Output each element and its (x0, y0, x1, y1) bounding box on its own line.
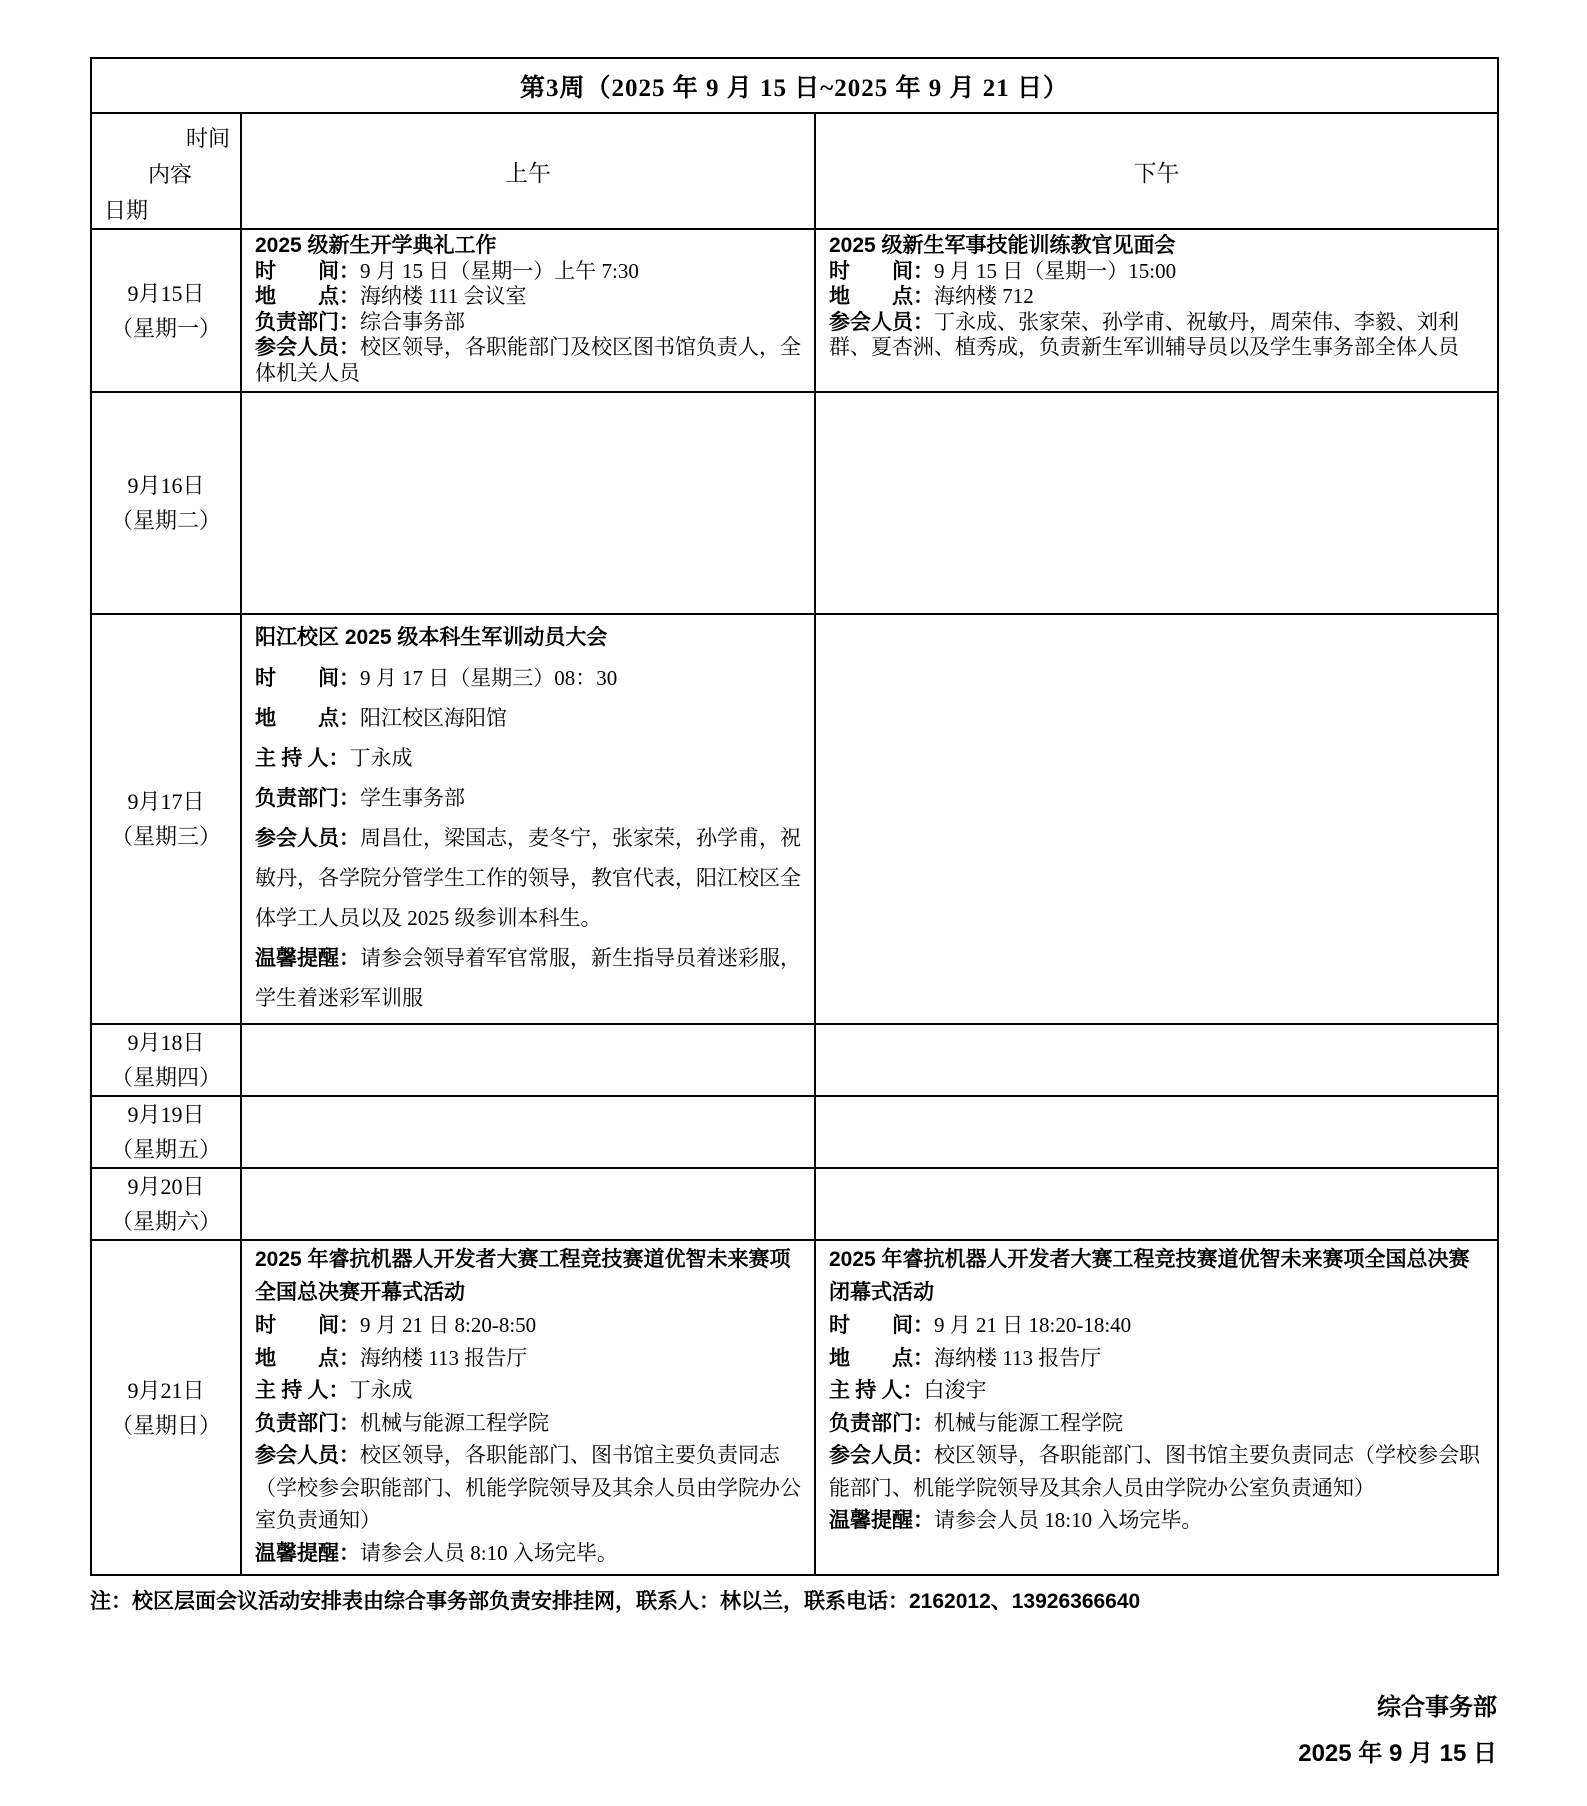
table-row-sep19 (91, 1096, 1498, 1168)
field-label: 参会人员： (255, 826, 360, 850)
weekday-label: （星期六） (110, 1209, 221, 1234)
field-value: 校区领导，各职能部门及校区图书馆负责人，全体机关人员 (255, 335, 801, 385)
field-value: 机械与能源工程学院 (934, 1410, 1123, 1435)
field-label: 地 点： (829, 284, 934, 308)
event-cell-afternoon (815, 1096, 1498, 1168)
field-value: 9 月 21 日 8:20-8:50 (360, 1313, 537, 1337)
date-cell (91, 1168, 241, 1240)
corner-label-time: 时间 (185, 126, 230, 151)
field-value: 丁永成 (349, 746, 413, 770)
header-row (91, 113, 1498, 229)
event-field (255, 698, 802, 738)
event-title: 2025 级新生开学典礼工作 (255, 234, 497, 257)
date-cell (91, 1024, 241, 1096)
field-label: 时 间： (255, 258, 360, 283)
event-field (255, 335, 802, 386)
date-label: 9月16日 (127, 473, 205, 498)
signature-block (1298, 1685, 1497, 1777)
event-field (829, 1439, 1485, 1504)
signature-date: 2025 年 9 月 15 日 (1298, 1740, 1497, 1767)
event-field (255, 818, 802, 938)
field-label: 时 间： (829, 258, 934, 283)
signature-department: 综合事务部 (1377, 1694, 1497, 1721)
weekday-label: （星期四） (110, 1065, 221, 1090)
field-value: 请参会人员 8:10 入场完毕。 (360, 1540, 618, 1565)
field-label: 地 点： (255, 706, 360, 730)
date-label: 9月18日 (127, 1030, 205, 1055)
week-title: 第3周（2025 年 9 月 15 日~2025 年 9 月 21 日） (91, 58, 1498, 113)
event-cell-morning (241, 1168, 815, 1240)
weekday-label: （星期三） (110, 824, 221, 849)
event-field (829, 1374, 1485, 1407)
event-field (829, 310, 1485, 361)
column-header-afternoon: 下午 (815, 113, 1498, 229)
title-row (91, 58, 1498, 113)
field-value: 机械与能源工程学院 (360, 1410, 549, 1435)
table-row-sep20 (91, 1168, 1498, 1240)
weekday-label: （星期一） (110, 315, 221, 341)
field-value: 9 月 15 日（星期一）上午 7:30 (360, 258, 639, 283)
event-title: 2025 年睿抗机器人开发者大赛工程竞技赛道优智未来赛项全国总决赛开幕式活动 (255, 1248, 791, 1304)
event-field (829, 1407, 1485, 1440)
table-row-sep18 (91, 1024, 1498, 1096)
field-label: 负责部门： (255, 786, 360, 810)
field-label: 主 持 人： (829, 1378, 924, 1402)
field-label: 地 点： (829, 1345, 934, 1370)
weekly-schedule-table (90, 57, 1499, 1576)
field-label: 时 间： (829, 1313, 934, 1337)
event-field (255, 1309, 802, 1342)
table-row-sep21 (91, 1240, 1498, 1575)
event-field (829, 284, 1485, 310)
weekday-label: （星期五） (110, 1137, 221, 1162)
event-field (255, 938, 802, 1018)
field-value: 丁永成、张家荣、孙学甫、祝敏丹，周荣伟、李毅、刘利群、夏杏洲、植秀成，负责新生军训辅导员以及学生事务部全体人员 (829, 309, 1459, 359)
event-cell-afternoon (815, 392, 1498, 614)
field-label: 主 持 人： (255, 1378, 350, 1402)
field-label: 温馨提醒： (255, 946, 360, 970)
field-value: 海纳楼 111 会议室 (360, 284, 527, 308)
date-label: 9月20日 (127, 1174, 205, 1199)
field-label: 负责部门： (829, 1410, 934, 1435)
field-value: 丁永成 (349, 1378, 413, 1402)
field-label: 参会人员： (255, 1443, 360, 1467)
corner-label-content: 内容 (148, 162, 193, 187)
weekday-label: （星期日） (110, 1412, 221, 1438)
field-label: 地 点： (255, 284, 360, 308)
event-cell-afternoon (815, 1024, 1498, 1096)
event-field (829, 1342, 1485, 1375)
event-cell-afternoon (815, 229, 1498, 392)
date-label: 9月21日 (127, 1377, 205, 1403)
field-value: 海纳楼 712 (934, 284, 1034, 308)
field-value: 校区领导，各职能部门、图书馆主要负责同志（学校参会职能部门、机能学院领导及其余人员由学院办公室负责通知） (829, 1443, 1480, 1500)
field-label: 主 持 人： (255, 746, 350, 770)
field-value: 周昌仕，梁国志，麦冬宁，张家荣，孙学甫，祝敏丹，各学院分管学生工作的领导，教官代表，阳江校区全体学工人员以及 2025 级参训本科生。 (255, 826, 801, 930)
event-field (255, 1537, 802, 1570)
field-value: 9 月 21 日 18:20-18:40 (934, 1313, 1132, 1337)
field-value: 学生事务部 (360, 786, 465, 810)
event-field (829, 1309, 1485, 1342)
field-label: 时 间： (255, 1313, 360, 1337)
event-cell-morning (241, 1240, 815, 1575)
event-cell-morning (241, 614, 815, 1024)
field-label: 参会人员： (255, 335, 360, 359)
field-value: 请参会人员 18:10 入场完毕。 (934, 1508, 1203, 1532)
event-field (255, 738, 802, 778)
weekday-label: （星期二） (110, 508, 221, 533)
event-field (829, 259, 1485, 285)
date-cell (91, 392, 241, 614)
event-field (255, 658, 802, 698)
event-field (255, 1407, 802, 1440)
event-field (829, 1504, 1485, 1537)
field-value: 白浚宇 (923, 1378, 987, 1402)
field-value: 请参会领导着军官常服，新生指导员着迷彩服，学生着迷彩军训服 (255, 946, 801, 1010)
field-label: 参会人员： (829, 309, 934, 334)
date-cell (91, 1096, 241, 1168)
field-label: 时 间： (255, 666, 360, 690)
event-cell-morning (241, 229, 815, 392)
field-label: 参会人员： (829, 1443, 934, 1467)
event-title: 2025 年睿抗机器人开发者大赛工程竞技赛道优智未来赛项全国总决赛闭幕式活动 (829, 1248, 1470, 1304)
event-field (255, 778, 802, 818)
corner-label-date: 日期 (104, 198, 149, 223)
event-cell-afternoon (815, 1168, 1498, 1240)
field-value: 综合事务部 (360, 309, 465, 334)
table-row-sep15 (91, 229, 1498, 392)
date-cell (91, 229, 241, 392)
field-label: 温馨提醒： (255, 1540, 360, 1565)
event-cell-afternoon (815, 614, 1498, 1024)
event-cell-morning (241, 1096, 815, 1168)
event-title: 2025 级新生军事技能训练教官见面会 (829, 234, 1176, 257)
field-value: 校区领导，各职能部门、图书馆主要负责同志（学校参会职能部门、机能学院领导及其余人员由学院办公室负责通知） (255, 1443, 801, 1532)
event-cell-morning (241, 392, 815, 614)
field-label: 负责部门： (255, 309, 360, 334)
field-value: 9 月 17 日（星期三）08：30 (360, 666, 618, 690)
corner-header-cell (91, 113, 241, 229)
date-label: 9月19日 (127, 1102, 205, 1127)
table-row-sep16 (91, 392, 1498, 614)
field-label: 负责部门： (255, 1410, 360, 1435)
field-label: 地 点： (255, 1345, 360, 1370)
column-header-morning: 上午 (241, 113, 815, 229)
event-field (255, 1342, 802, 1375)
date-label: 9月17日 (127, 789, 205, 814)
field-label: 温馨提醒： (829, 1508, 934, 1532)
field-value: 阳江校区海阳馆 (360, 706, 507, 730)
event-field (255, 284, 802, 310)
event-field (255, 1439, 802, 1537)
table-row-sep17 (91, 614, 1498, 1024)
date-cell (91, 1240, 241, 1575)
field-value: 海纳楼 113 报告厅 (360, 1345, 528, 1370)
footnote: 注：校区层面会议活动安排表由综合事务部负责安排挂网，联系人：林以兰，联系电话：2162012、13926366640 (90, 1590, 1141, 1613)
field-value: 9 月 15 日（星期一）15:00 (934, 258, 1177, 283)
event-title: 阳江校区 2025 级本科生军训动员大会 (255, 626, 608, 649)
field-value: 海纳楼 113 报告厅 (934, 1345, 1102, 1370)
event-cell-morning (241, 1024, 815, 1096)
event-field (255, 310, 802, 336)
event-field (255, 1374, 802, 1407)
date-label: 9月15日 (127, 280, 205, 306)
event-field (255, 259, 802, 285)
event-cell-afternoon (815, 1240, 1498, 1575)
date-cell (91, 614, 241, 1024)
